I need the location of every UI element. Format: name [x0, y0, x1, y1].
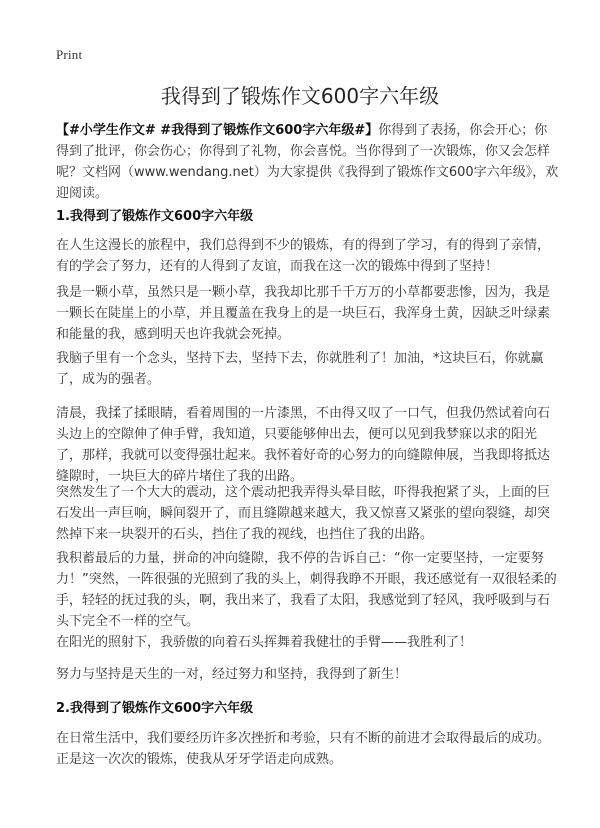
section-1-paragraph-7: 在阳光的照射下，我骄傲的向着石头挥舞着我健壮的手臂——我胜利了！: [56, 635, 473, 650]
page-title: 我得到了锻炼作文600字六年级: [160, 84, 440, 108]
section-1-paragraph-3: 我脑子里有一个念头，坚持下去，坚持下去，你就胜利了！加油，*这块巨石，你就赢了，成为的强者。: [56, 351, 544, 387]
section-1-paragraph-8: 努力与坚持是天生的一对，经过努力和坚持，我得到了新生！: [56, 667, 408, 682]
section-1-paragraph-4: 清晨，我揉了揉眼睛，看着周围的一片漆黑，不由得又叹了一口气，但我仍然试着向石头边上的空隙伸了伸手臂，我知道，只要能够伸出去，便可以见到我梦寐以求的阳光了，那样，我就可以变得强壮起来。我怀着好奇的心努力的向缝隙伸展，当我即将抵达缝隙时，一块巨大的碎片堵住了我的出路。: [56, 406, 551, 484]
section-1-paragraph-5: 突然发生了一个大大的震动，这个震动把我弄得头晕目眩，吓得我抱紧了头，上面的巨石发出一声巨响，瞬间裂开了，而且缝隙越来越大，我又惊喜又紧张的望向裂缝，却突然掉下来一块裂开的石头，挡住了我的视线，也挡住了我的出路。: [56, 485, 551, 542]
print-label: Print: [56, 47, 83, 62]
section-heading-1: 1.我得到了锻炼作文600字六年级: [56, 209, 254, 224]
section-1-paragraph-6: 我积蓄最后的力量，拼命的冲向缝隙，我不停的告诉自己：“你一定要坚持，一定要努力！”突然，一阵很强的光照到了我的头上，刺得我睁不开眼，我还感觉有一双很轻柔的手，轻轻的抚过我的头，啊，我出来了，我看了太阳，我感觉到了轻风，我呼吸到与石头下完全不一样的空气。: [56, 551, 557, 629]
section-1-paragraph-1: 在人生这漫长的旅程中，我们总得到不少的锻炼，有的得到了学习，有的得到了亲情，有的学会了努力，还有的人得到了友谊，而我在这一次的锻炼中得到了坚持！: [56, 238, 551, 274]
intro-tags: 【#小学生作文# #我得到了锻炼作文600字六年级#】: [56, 123, 379, 138]
section-2-paragraph-1: 在日常生活中，我们要经历许多次挫折和考验，只有不断的前进才会取得最后的成功。正是这一次次的锻炼，使我从牙牙学语走向成熟。: [56, 731, 551, 767]
section-1-paragraph-2: 我是一颗小草，虽然只是一颗小草，我我却比那千千万万的小草都要悲惨，因为，我是一颗长在陡崖上的小草，并且覆盖在我身上的是一块巨石，我浑身土黄，因缺乏叶绿素和能量的我，感到明天也许我就会死掉。: [56, 285, 551, 342]
section-heading-2: 2.我得到了锻炼作文600字六年级: [56, 701, 254, 716]
intro-text: 你得到了表扬，你会开心；你得到了批评，你会伤心；你得到了礼物，你会喜悦。当你得到了一次锻炼，你又会怎样呢？文档网（www.wendang.net）为大家提供《我得到了锻炼作文600字六年级》，欢迎阅读。: [56, 123, 559, 201]
intro-paragraph: [56, 120, 560, 204]
